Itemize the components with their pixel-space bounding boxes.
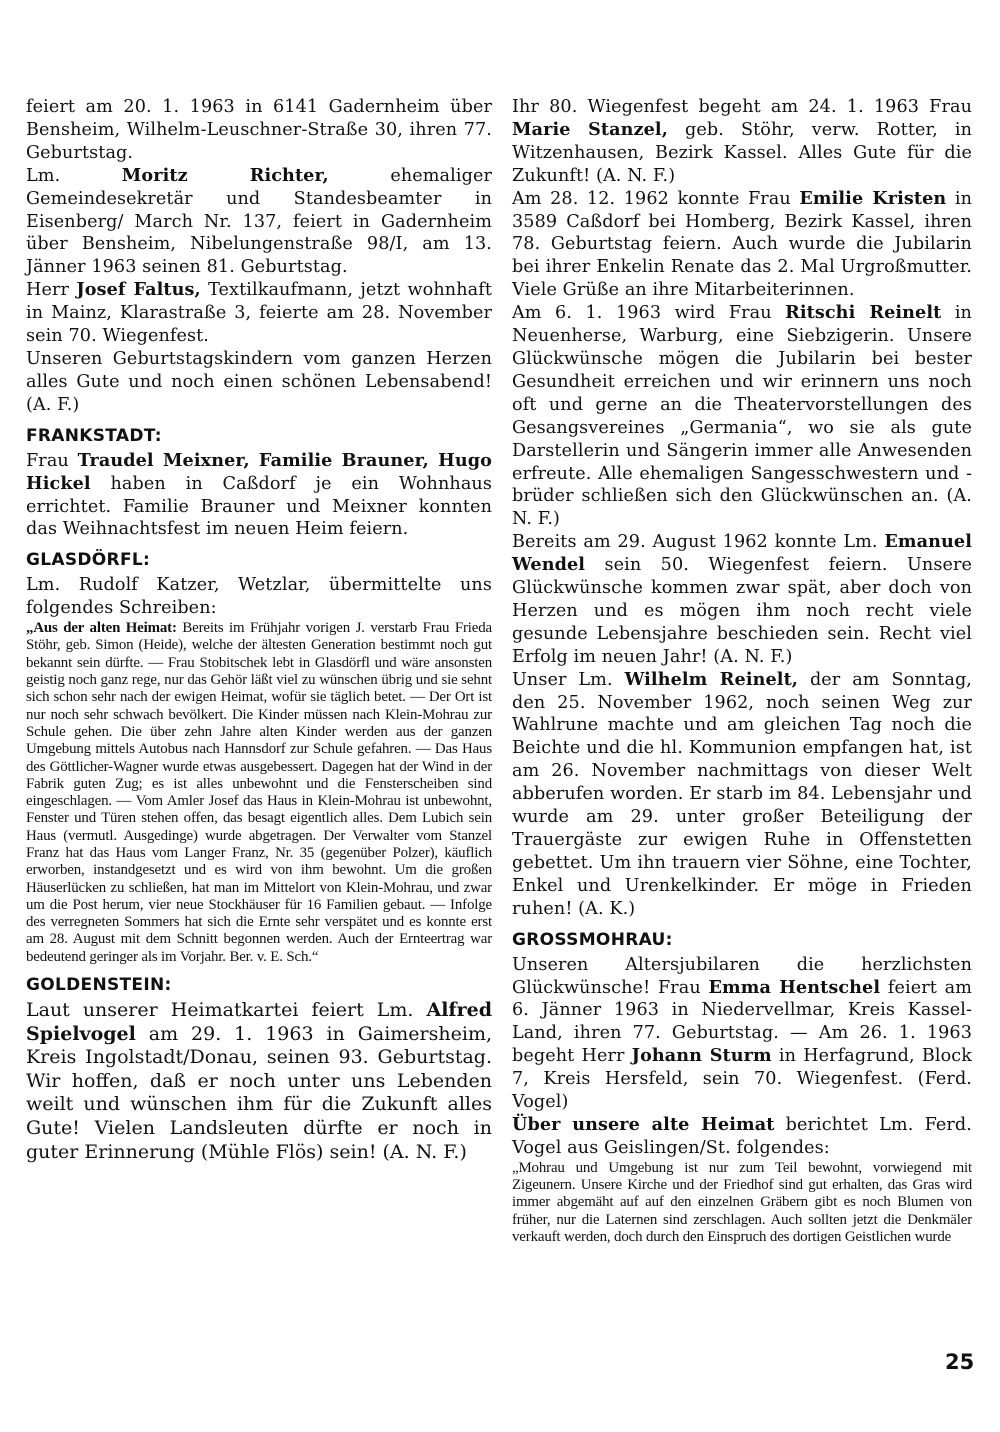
name-johann-sturm: Johann Sturm — [631, 1045, 772, 1067]
paragraph-wendel — [512, 531, 972, 668]
text: der am Sonntag, den 25. November 1962, noch seinen Weg zur Wahlrune machte und am gleichen Tag noch die Beichte und die hl. Kommunion empfangen hat, ist am 26. November nachmittags von dieser Welt abberufen worden. Er starb im 84. Lebensjahr und wurde am 29. unter großer Beteiligung der Trauergäste zur ewigen Ruhe in Offenstetten gebettet. Um ihn trauern vier Söhne, eine Tochter, Enkel und Urenkelkinder. Er möge in Frieden ruhen! (A. K.) — [512, 669, 973, 919]
name-wilhelm-reinelt: Wilhelm Reinelt, — [624, 668, 799, 690]
paragraph-wilhelm-reinelt — [512, 669, 972, 921]
text: Unser Lm. — [512, 669, 613, 690]
name-emanuel-wendel: Emanuel Wendel — [512, 531, 972, 576]
left-column — [26, 96, 492, 1164]
text: Frau — [26, 450, 69, 471]
quote-mohrau: „Mohrau und Umgebung ist nur zum Teil bewohnt, vorwiegend mit Zigeunern. Unsere Kirche und der Friedhof sind gut erhalten, das Gras wird immer abgemäht auf auf den einzelnen Gräbern gibt es noch Blumen von früher, nur die Laternen sind zerschlagen. Auch sollten jetzt die Denkmäler verkauft werden, doch durch den Einspruch des dortigen Geistlichen wurde — [512, 1159, 972, 1245]
name-ritschi-reinelt: Ritschi Reinelt — [785, 302, 942, 324]
text: geb. Stöhr, verw. Rotter, in Witzenhausen, Bezirk Kassel. Alles Gute für die Zukunft! (A. N. F.) — [512, 119, 972, 186]
text: Unseren Altersjubilaren die herzlichsten Glückwünsche! Frau — [512, 954, 972, 998]
text: in Herfagrund, Block 7, Kreis Hersfeld, sein 70. Wiegenfest. (Ferd. Vogel) — [512, 1046, 972, 1113]
name-emilie-kristen: Emilie Kristen — [799, 187, 947, 209]
right-column — [512, 96, 972, 1246]
letter-title: „Aus der alten Heimat: — [26, 620, 177, 637]
name-marie-stanzel: Marie Stanzel, — [512, 118, 668, 140]
paragraph-richter — [26, 165, 492, 280]
text: ehemaliger Gemeindesekretär und Standesbeamter in Eisenberg/ March Nr. 137, feiert in Gadernheim über Bensheim, Nibelungenstraße 98/I, am 13. Jänner 1963 seinen 81. Geburtstag. — [26, 165, 492, 278]
text: Ihr 80. Wiegenfest begeht am 24. 1. 1963 Frau — [512, 97, 972, 117]
paragraph-frankstadt — [26, 450, 492, 542]
paragraph-gadernheim: feiert am 20. 1. 1963 in 6141 Gadernheim über Bensheim, Wilhelm-Leuschner-Straße 30, ihren 77. Geburtstag. — [26, 97, 492, 163]
name-alfred-spielvogel: Alfred Spielvogel — [26, 999, 492, 1045]
text: Lm. — [26, 165, 61, 186]
letter-body: Bereits im Frühjahr vorigen J. verstarb Frau Frieda Stöhr, geb. Simon (Heide), welche der ältesten Generation bestimmt noch gut bekannt sein dürfte. — Frau Stobitschek lebt in Glasdörfl und wäre ansonsten geistig noch ganz rege, nur das Gehör läßt viel zu wünschen übrig und sie sehnt sich schon sehr nach der ewigen Heimat, wofür sie täglich betet. — Der Ort ist nur noch sehr schwach bevölkert. Die Kinder müssen nach Klein-Mohrau zur Schule gehen. Die über zehn Jahre alten Kinder werden aus der ganzen Umgebung mittels Autobus nach Hannsdorf zur Schule gefahren. — Das Haus des Göttlicher-Wagner wurde etwas ausgebessert. Dagegen hat der Wind in der Fabrik guten Zug; es ist alles unbewohnt und die Fensterscheiben sind eingeschlagen. — Vom Amler Josef das Haus in Klein-Mohrau ist unbewohnt, Fenster und Türen stehen offen, das besagt eigentlich alles. Dem Lubich sein Haus (vermutl. Ausgedinge) wurde abgetragen. Der Verwalter vom Stanzel Franz hat das Haus vom Langer Franz, Nr. 35 (gegenüber Polzer), käuflich erworben, instandgesetzt und es wird von ihm bewohnt. Um die großen Häuserlücken zu schließen, hat man im Mittelort von Klein-Mohrau, und zwar um die Post herum, vier neue Stockhäuser für 16 Familien gebaut. — Infolge des verregneten Sommers hat sich die Ernte sehr verspätet und es konnte erst am 28. August mit dem Schnitt begonnen werden. Auch der Ernteertrag war bedeutend geringer als im Vorjahr. Ber. v. E. Sch.“ — [26, 620, 493, 965]
name-emma-hentschel: Emma Hentschel — [708, 976, 881, 998]
text: Bereits am 29. August 1962 konnte Lm. — [512, 532, 878, 553]
text: am 29. 1. 1963 in Gaimersheim, Kreis Ingolstadt/Donau, seinen 93. Geburtstag. Wir hoffen, daß er noch unter uns Lebenden weilt und wünschen ihm für die Zukunft alles Gute! Vielen Landsleuten dürfte er noch in guter Erinnerung (Mühle Flös) sein! (A. N. F.) — [26, 1022, 492, 1163]
bold-alte-heimat: Über unsere alte Heimat — [512, 1113, 775, 1135]
paragraph-faltus — [26, 279, 492, 348]
name-josef-faltus: Josef Faltus, — [76, 279, 201, 301]
text: in Neuenherse, Warburg, eine Siebzigerin. Unsere Glückwünsche mögen die Jubilarin bei bester Gesundheit erreichen und wir erinnern uns noch oft und gerne an die Theatervorstellungen des Gesangsvereines „Germania“, wo sie als gute Darstellerin und Sängerin immer alle Anwesenden erfreute. Alle ehemaligen Sangesschwestern und -brüder schließen sich den Glückwünschen an. (A. N. F.) — [512, 303, 972, 530]
paragraph-spielvogel — [26, 999, 492, 1164]
page-number: 25 — [945, 1350, 975, 1374]
heading-grossmohrau: GROSSMOHRAU: — [512, 929, 673, 950]
text: Herr — [26, 280, 69, 301]
text: feiert am 6. Jänner 1963 in Niedervellmar, Kreis Kassel-Land, ihren 77. Geburtstag. — Am 26. 1. 1963 begeht Herr — [512, 977, 972, 1067]
text: in 3589 Caßdorf bei Homberg, Bezirk Kassel, ihren 78. Geburtstag feiern. Auch wurde die Jubilarin bei ihrer Enkelin Renate das 2. Mal Urgroßmutter. Viele Grüße an ihre Mitarbeiterinnen. — [512, 188, 973, 301]
names-meixner-brauner-hickel: Traudel Meixner, Familie Brauner, Hugo Hickel — [26, 449, 492, 494]
paragraph-vogel-bericht — [512, 1114, 972, 1160]
paragraph-kristen — [512, 188, 972, 303]
text: Am 28. 12. 1962 konnte Frau — [512, 188, 791, 209]
text: Am 6. 1. 1963 wird Frau — [512, 303, 772, 324]
text: Textilkaufmann, jetzt wohnhaft in Mainz, Klarastraße 3, feierte am 28. November sein 70. Wiegenfest. — [26, 280, 493, 347]
heading-glasdoerfl: GLASDÖRFL: — [26, 550, 151, 571]
letter-alte-heimat — [26, 620, 492, 966]
text: berichtet Lm. Ferd. Vogel aus Geislingen/St. folgendes: — [512, 1114, 972, 1158]
heading-goldenstein: GOLDENSTEIN: — [26, 975, 172, 996]
text: haben in Caßdorf je ein Wohnhaus errichtet. Familie Brauner und Meixner konnten das Weihnachtsfest im neuen Heim feiern. — [26, 473, 492, 540]
paragraph-katzer: Lm. Rudolf Katzer, Wetzlar, übermittelte uns folgendes Schreiben: — [26, 575, 492, 619]
paragraph-stanzel — [512, 96, 972, 188]
heading-frankstadt: FRANKSTADT: — [26, 425, 162, 446]
text: Laut unserer Heimatkartei feiert Lm. — [26, 999, 414, 1022]
text: sein 50. Wiegenfest feiern. Unsere Glückwünsche kommen zwar spät, aber doch von Herzen und es mögen ihm noch recht viele gesunde Lebensjahre beschieden sein. Recht viel Erfolg im neuen Jahr! (A. N. F.) — [512, 555, 972, 667]
paragraph-greeting: Unseren Geburtstagskindern vom ganzen Herzen alles Gute und noch einen schönen Lebensabend! (A. F.) — [26, 348, 492, 415]
paragraph-jubilare — [512, 954, 972, 1114]
paragraph-ritschi-reinelt — [512, 302, 972, 531]
name-moritz-richter: Moritz Richter, — [121, 164, 329, 186]
